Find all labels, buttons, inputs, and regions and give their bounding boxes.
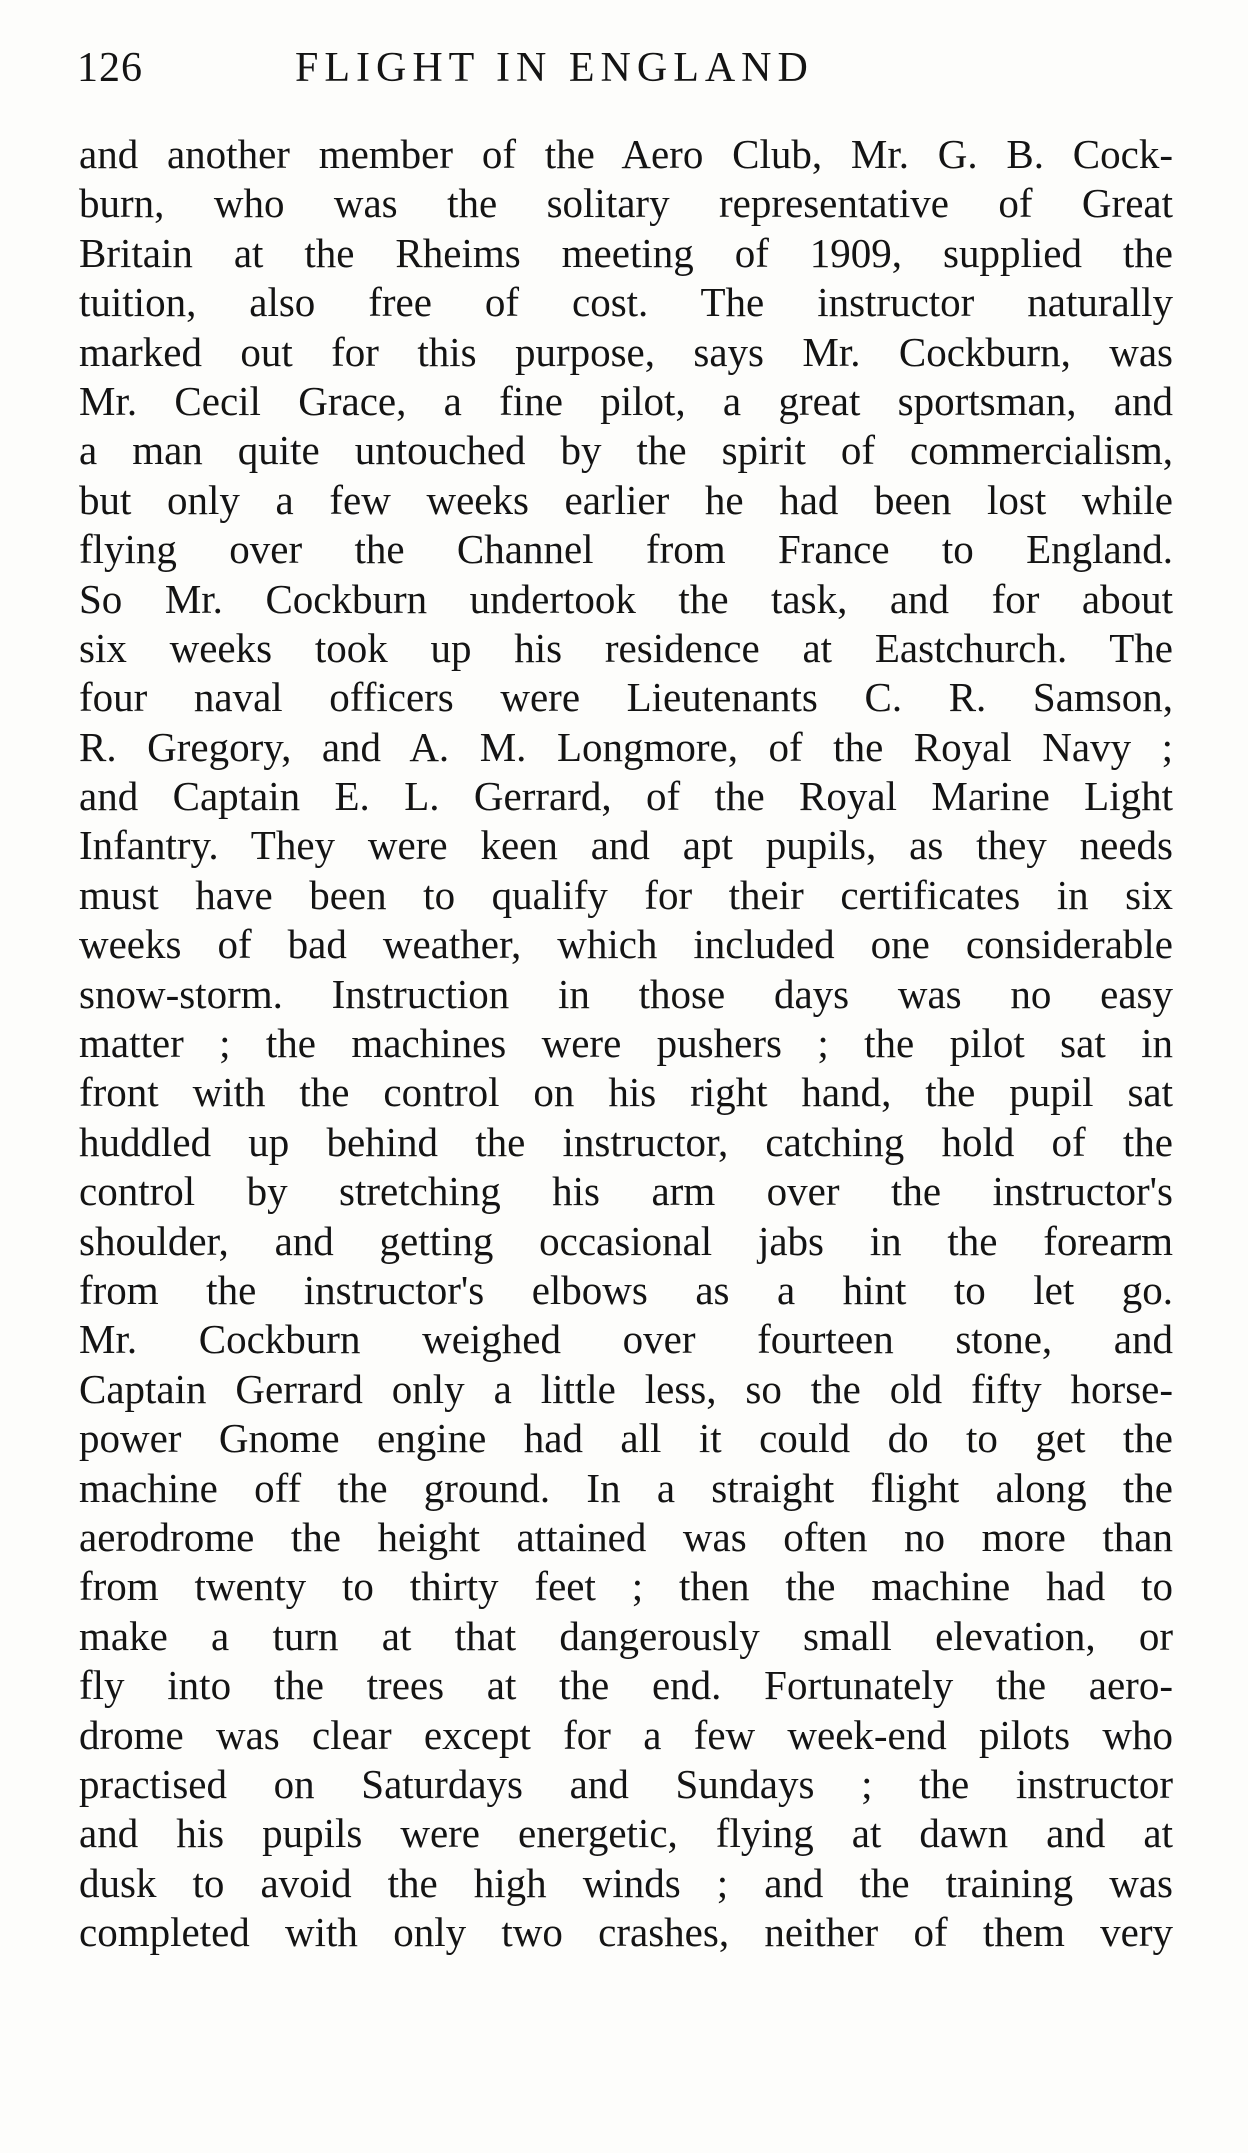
running-head xyxy=(77,44,1177,104)
text-line: R. Gregory, and A. M. Longmore, of the Royal Navy ; xyxy=(79,723,1173,770)
body-text xyxy=(79,130,1173,1957)
text-line: practised on Saturdays and Sundays ; the instructor xyxy=(79,1760,1173,1807)
text-line: drome was clear except for a few week-end pilots who xyxy=(79,1711,1173,1758)
text-line: Mr. Cockburn weighed over fourteen stone, and xyxy=(79,1316,1173,1363)
text-line: and his pupils were energetic, flying at dawn and at xyxy=(79,1810,1173,1857)
text-line: control by stretching his arm over the instructor's xyxy=(79,1168,1173,1215)
text-line: weeks of bad weather, which included one considerable xyxy=(79,921,1173,968)
text-line: from twenty to thirty feet ; then the machine had to xyxy=(79,1563,1173,1610)
text-line: and Captain E. L. Gerrard, of the Royal Marine Light xyxy=(79,773,1173,820)
text-line: Mr. Cecil Grace, a fine pilot, a great sportsman, and xyxy=(79,377,1173,424)
page-number: 126 xyxy=(77,45,143,91)
text-line: snow-storm. Instruction in those days was no easy xyxy=(79,970,1173,1017)
text-line: six weeks took up his residence at Eastchurch. The xyxy=(79,624,1173,671)
text-line: power Gnome engine had all it could do to get the xyxy=(79,1415,1173,1462)
text-line: Britain at the Rheims meeting of 1909, supplied the xyxy=(79,229,1173,276)
text-line: must have been to qualify for their certificates in six xyxy=(79,871,1173,918)
text-line: front with the control on his right hand, the pupil sat xyxy=(79,1069,1173,1116)
text-line: a man quite untouched by the spirit of commercialism, xyxy=(79,427,1173,474)
text-line: but only a few weeks earlier he had been lost while xyxy=(79,476,1173,523)
text-line: huddled up behind the instructor, catching hold of the xyxy=(79,1118,1173,1165)
text-line: and another member of the Aero Club, Mr. G. B. Cock- xyxy=(79,131,1173,177)
text-line: dusk to avoid the high winds ; and the training was xyxy=(79,1859,1173,1906)
running-title: FLIGHT IN ENGLAND xyxy=(295,45,814,91)
text-line: from the instructor's elbows as a hint to let go. xyxy=(79,1266,1173,1313)
text-line: flying over the Channel from France to England. xyxy=(79,526,1173,573)
text-line: shoulder, and getting occasional jabs in the forearm xyxy=(79,1217,1173,1264)
text-line: fly into the trees at the end. Fortunately the aero- xyxy=(79,1662,1173,1709)
text-line: Infantry. They were keen and apt pupils, as they needs xyxy=(79,822,1173,869)
text-line: tuition, also free of cost. The instructor naturally xyxy=(79,279,1173,326)
text-line: marked out for this purpose, says Mr. Cockburn, was xyxy=(79,328,1173,375)
text-line: So Mr. Cockburn undertook the task, and for about xyxy=(79,575,1173,622)
text-line: Captain Gerrard only a little less, so the old fifty horse- xyxy=(79,1365,1173,1412)
text-line: matter ; the machines were pushers ; the pilot sat in xyxy=(79,1020,1173,1067)
text-line: machine off the ground. In a straight flight along the xyxy=(79,1464,1173,1511)
text-line: completed with only two crashes, neither of them very xyxy=(79,1909,1173,1956)
text-line: aerodrome the height attained was often no more than xyxy=(79,1513,1173,1560)
text-line: make a turn at that dangerously small elevation, or xyxy=(79,1612,1173,1659)
text-line: four naval officers were Lieutenants C. R. Samson, xyxy=(79,674,1173,721)
text-line: burn, who was the solitary representative of Great xyxy=(79,180,1173,227)
